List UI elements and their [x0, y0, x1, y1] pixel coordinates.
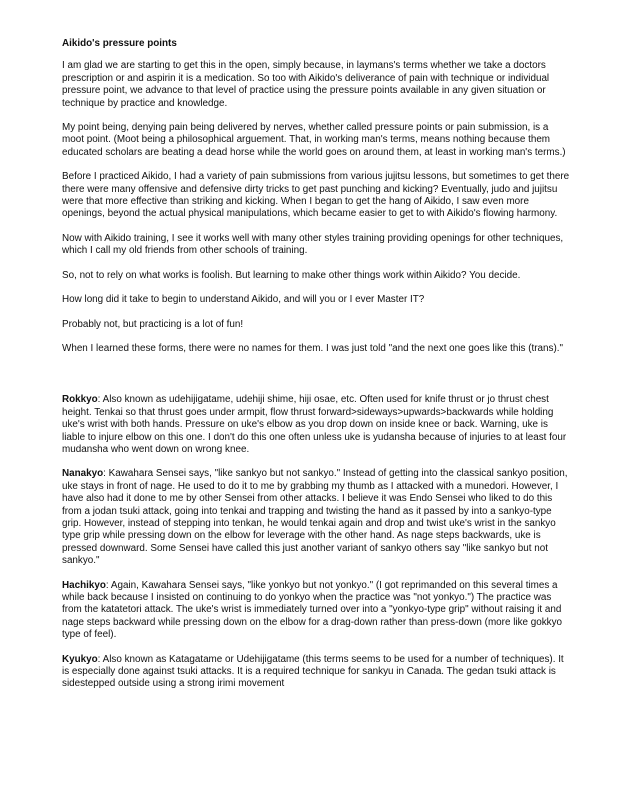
- intro-paragraph: Now with Aikido training, I see it works well with many other styles training providing openings for other techniques, which I call my old friends from other schools of training.: [62, 232, 564, 257]
- technique-name: Kyukyo: [62, 653, 98, 665]
- technique-description: : Again, Kawahara Sensei says, "like yonkyo but not yonkyo." (I got reprimanded on this several times a while back because I insisted on continuing to do yonkyo when the practice was "not yonkyo.") The practice was from the katatetori attack. The uke's wrist is immediately turned over into a "yonkyo-type grip" without raising it and nage steps backward while pressing down on the elbow for a drag-down rather than press-down (more like gokkyo type of feel).: [62, 579, 563, 641]
- technique-entry-rokkyo: [62, 394, 572, 456]
- technique-description: : Also known as udehijigatame, udehiji shime, hiji osae, etc. Often used for knife thrust or jo thrust chest height. Tenkai so that thrust goes under armpit, flow thrust forward>sideways>upwards>backwards while holding uke's wrist with both hands. Pressure on uke's elbow as you drop down on inside knee or back. Warning, uke is liable to injure elbow on this one. I don't do this one often unless uke is yudansha because of injuries to at least four mudansha who went down on wrong knee.: [62, 394, 567, 455]
- technique-name: Nanakyo: [62, 468, 104, 480]
- section-spacer: [62, 367, 572, 394]
- intro-paragraph: Before I practiced Aikido, I had a variety of pain submissions from various jujitsu lessons, but sometimes to get there there were many offensive and defensive dirty tricks to get past punching and kicking? Eventually, judo and jujitsu were that more effective than striking and kicking. When I began to get the hang of Aikido, I saw even more openings, beyond the actual physical manipulations, which became easier to get to with Aikido's flowing harmony.: [62, 171, 570, 220]
- technique-entry-kyukyo: [62, 654, 572, 691]
- intro-paragraph: When I learned these forms, there were no names for them. I was just told "and the next one goes like this (trans).": [62, 342, 564, 354]
- technique-entry-hachikyo: [62, 580, 572, 642]
- technique-description: : Also known as Katagatame or Udehijigatame (this terms seems to be used for a number of techniques). It is especially done against tsuki attacks. It is a required technique for sankyu in Canada. The gedan tsuki attack is sidestepped outside using a strong irimi movement: [62, 653, 564, 690]
- intro-paragraph: So, not to rely on what works is foolish. But learning to make other things work within Aikido? You decide.: [62, 269, 521, 281]
- technique-description: : Kawahara Sensei says, "like sankyo but not sankyo." Instead of getting into the classical sankyo position, uke stays in front of nage. He used to do it to me by grabbing my thumb as I attacked with a munedori. However, I have also had it done to me by other Sensei from other attacks. I believe it was Endo Sensei who liked to do this from a jodan tsuki attack, going into tenkai and trapping and twisting the hand as it passed by into a sankyo-type grip. However, instead of stepping into tenkan, he would tenkai again and drop and twist uke's wrist in the sankyo type grip while pressing down on the elbow for leverage with the other hand. As nage steps backwards, uke is pressed downward. Some Sensei have called this just another variant of sankyo others say "like sankyo but not sankyo.": [62, 468, 568, 567]
- document-title: Aikido's pressure points: [62, 38, 177, 49]
- technique-name: Hachikyo: [62, 579, 106, 591]
- technique-name: Rokkyo: [62, 394, 98, 406]
- intro-paragraph: Probably not, but practicing is a lot of fun!: [62, 318, 244, 330]
- document-page: [62, 38, 572, 703]
- intro-paragraph: My point being, denying pain being delivered by nerves, whether called pressure points or pain submission, is a moot point. (Moot being a philosophical arguement. That, in working man's terms, means nothing because them educated scholars are beating a dead horse while the world goes on around them, at least in working man's terms.): [62, 122, 566, 158]
- intro-paragraph: I am glad we are starting to get this in the open, simply because, in laymans's terms whether we take a doctors prescription or and aspirin it is a medication. So too with Aikido's deliverance of pain with technique or individual pressure point, we advance to that level of practice using the pressure points available in any given situation or technique by practice and knowledge.: [62, 60, 550, 109]
- intro-paragraph: How long did it take to begin to understand Aikido, and will you or I ever Master IT?: [62, 294, 425, 306]
- technique-entry-nanakyo: [62, 468, 572, 567]
